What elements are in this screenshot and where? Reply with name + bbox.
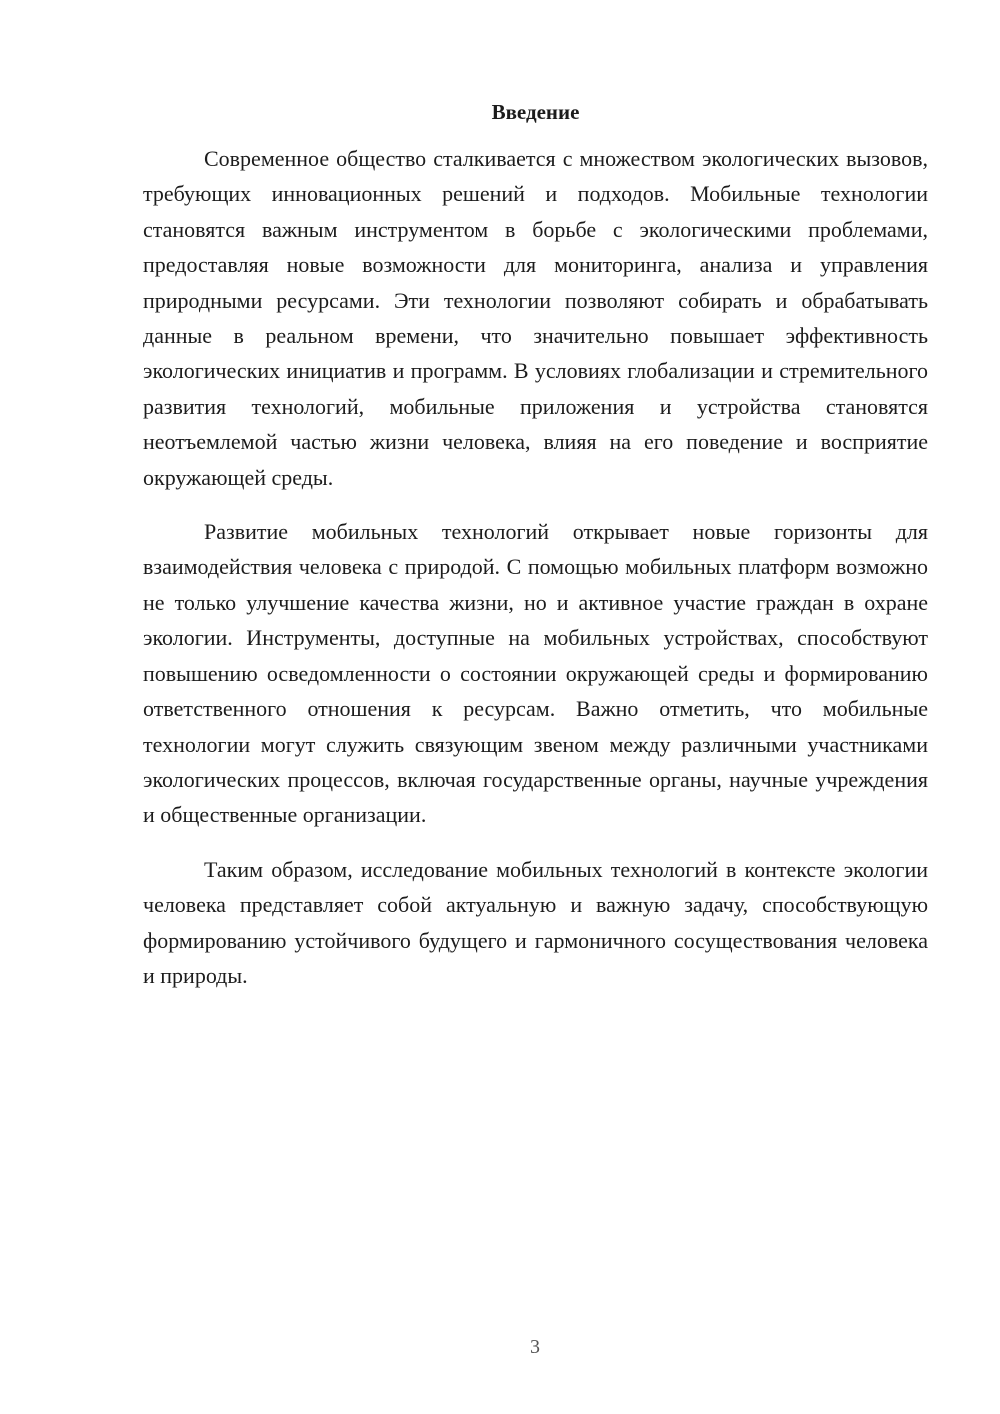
paragraph-2: Развитие мобильных технологий открывает новые горизонты для взаимодействия человека с природой. С помощью мобильных платформ возможно не только улучшение качества жизни, но и активное участие граждан в охране экологии. Инструменты, доступные на мобильных устройствах, способствуют повышению осведомленности о состоянии окружающей среды и формированию ответственного отношения к ресурсам. Важно отметить, что мобильные технологии могут служить связующим звеном между различными участниками экологических процессов, включая государственные органы, научные учреждения и общественные организации. <box>143 519 928 828</box>
page-number: 3 <box>530 1336 540 1358</box>
paragraph-3: Таким образом, исследование мобильных технологий в контексте экологии человека представляет собой актуальную и важную задачу, способствующую формированию устойчивого будущего и гармоничного сосуществования человека и природы. <box>143 856 928 988</box>
body-text <box>143 141 928 1012</box>
section-title: Введение <box>491 100 580 124</box>
paragraph-1: Современное общество сталкивается с множеством экологических вызовов, требующих инновационных решений и подходов. Мобильные технологии становятся важным инструментом в борьбе с экологическими проблемами, предоставляя новые возможности для мониторинга, анализа и управления природными ресурсами. Эти технологии позволяют собирать и обрабатывать данные в реальном времени, что значительно повышает эффективность экологических инициатив и программ. В условиях глобализации и стремительного развития технологий, мобильные приложения и устройства становятся неотъемлемой частью жизни человека, влияя на его поведение и восприятие окружающей среды. <box>143 146 928 490</box>
